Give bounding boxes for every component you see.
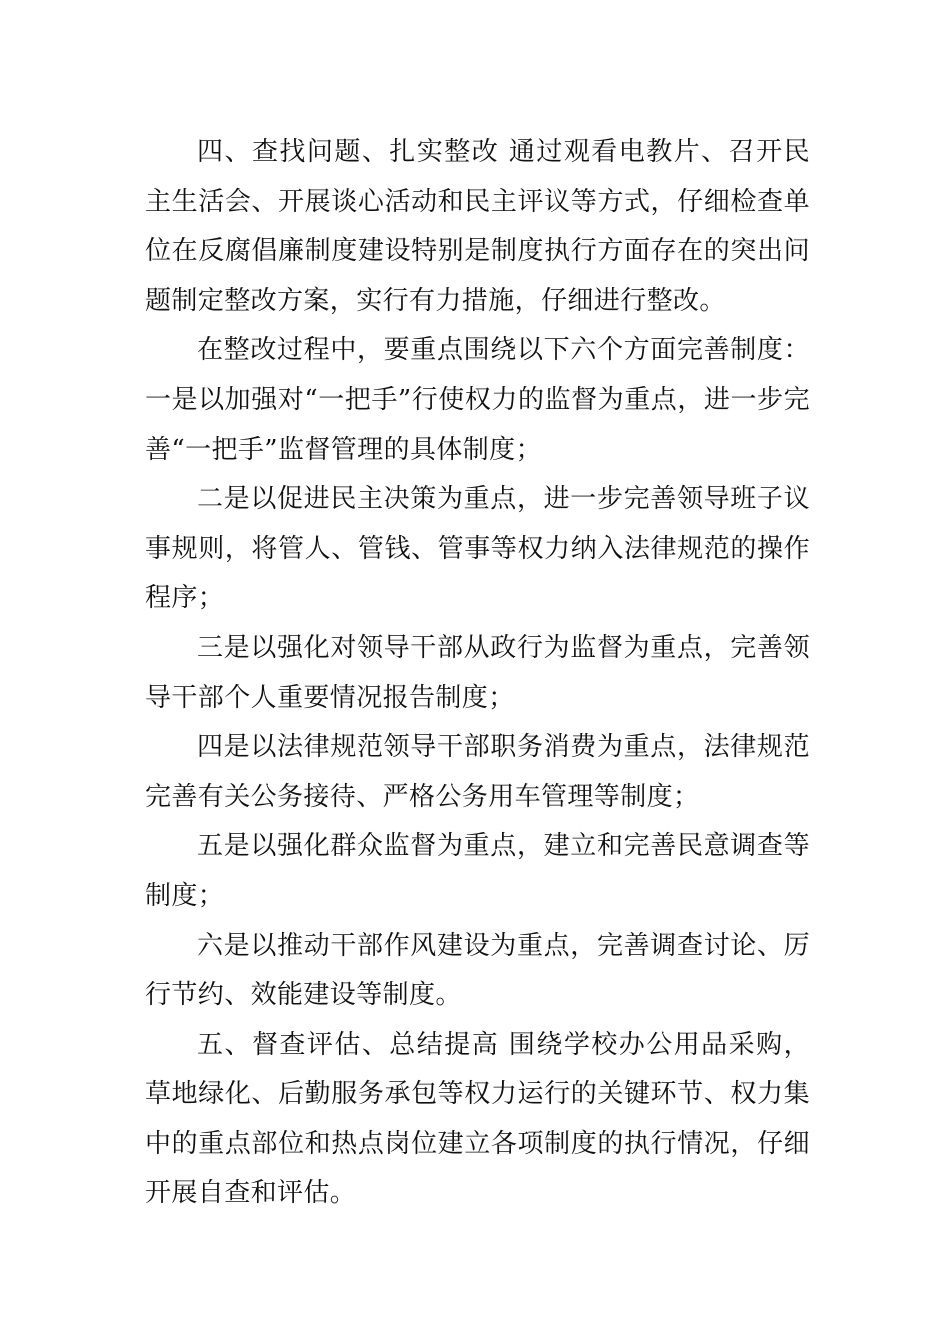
paragraph-cadre-supervision: 三是以强化对领导干部从政行为监督为重点，完善领导干部个人重要情况报告制度； bbox=[145, 632, 810, 713]
paragraph-rectification: 四、查找问题、扎实整改 通过观看电教片、召开民主生活会、开展谈心活动和民主评议等方式，仔细检查单位在反腐倡廉制度建设特别是制度执行方面存在的突出问题制定整改方案，实行有力措施，仔细进行整改。 bbox=[145, 137, 810, 316]
paragraph-public-supervision: 五是以强化群众监督为重点，建立和完善民意调查等制度； bbox=[145, 831, 810, 911]
paragraph-work-style: 六是以推动干部作风建设为重点，完善调查讨论、厉行节约、效能建设等制度。 bbox=[145, 930, 810, 1011]
paragraph-democratic-decision: 二是以促进民主决策为重点，进一步完善领导班子议事规则，将管人、管钱、管事等权力纳入法律规范的操作程序； bbox=[145, 484, 810, 614]
document-body bbox=[145, 128, 810, 1219]
paragraph-six-aspects-intro: 在整改过程中，要重点围绕以下六个方面完善制度：一是以加强对“一把手”行使权力的监督为重点，进一步完善“一把手”监督管理的具体制度； bbox=[145, 335, 810, 465]
paragraph-evaluation: 五、督查评估、总结提高 围绕学校办公用品采购，草地绿化、后勤服务承包等权力运行的关键环节、权力集中的重点部位和热点岗位建立各项制度的执行情况，仔细开展自查和评估。 bbox=[145, 1029, 810, 1209]
paragraph-official-consumption: 四是以法律规范领导干部职务消费为重点，法律规范完善有关公务接待、严格公务用车管理等制度； bbox=[145, 732, 810, 812]
